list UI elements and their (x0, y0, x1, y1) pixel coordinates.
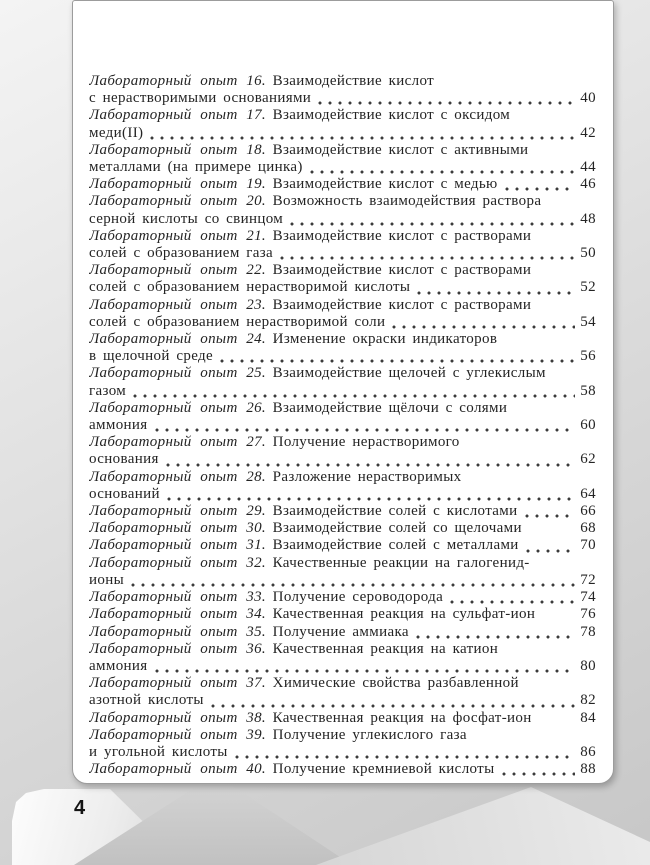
entry-line-2 (89, 572, 596, 589)
entry-line-1 (89, 142, 596, 159)
entry-label: Лабораторный опыт 30. (89, 520, 267, 537)
entry-line-1 (89, 555, 596, 572)
entry-label: Лабораторный опыт 40. (89, 761, 267, 778)
entry-line-2 (89, 245, 596, 262)
entry-line-2 (89, 692, 596, 709)
entry-title: Изменение окраски индикаторов (266, 331, 498, 348)
entry-title-continued: в щелочной среде (89, 348, 213, 365)
entry-label: Лабораторный опыт 28. (89, 468, 267, 485)
entry-title: Взаимодействие щёлочи с солями (266, 399, 508, 416)
entry-line-1 (89, 176, 596, 193)
entry-title: Взаимодействие кислот с оксидом (266, 107, 511, 124)
entry-title: Взаимодействие кислот с растворами (266, 262, 532, 279)
entry-title-continued: и угольной кислоты (89, 743, 228, 760)
entry-line-1 (89, 297, 596, 314)
toc-entry (89, 624, 596, 641)
entry-line-1 (89, 624, 596, 641)
entry-title (89, 537, 519, 554)
toc-entry (89, 555, 596, 589)
entry-line-2 (89, 383, 596, 400)
entry-label: Лабораторный опыт 25. (89, 365, 267, 382)
toc-entry (89, 503, 596, 520)
entry-line-1 (89, 727, 596, 744)
toc-entry (89, 727, 596, 761)
entry-page-number: 68 (580, 520, 596, 537)
entry-line-1 (89, 331, 596, 348)
entry-line-1 (89, 606, 596, 623)
entry-page-number: 40 (580, 90, 596, 107)
entry-title (89, 710, 532, 727)
toc-entry (89, 262, 596, 296)
entry-title-continued: солей с образованием нерастворимой соли (89, 313, 386, 330)
toc-entry (89, 73, 596, 107)
entry-title-continued: аммония (89, 657, 148, 674)
toc-entry (89, 193, 596, 227)
entry-page-number: 84 (580, 709, 596, 726)
entry-title: Разложение нерастворимых (266, 468, 462, 485)
entry-page-number: 52 (580, 279, 596, 296)
entry-line-1 (89, 400, 596, 417)
entry-title: Химические свойства разбавленной (266, 675, 519, 692)
entry-page-number: 58 (580, 382, 596, 399)
entry-label: Лабораторный опыт 32. (89, 554, 267, 571)
entry-title: Взаимодействие кислот с растворами (266, 296, 532, 313)
entry-title: Взаимодействие кислот с активными (266, 141, 529, 158)
entry-page-number: 44 (580, 159, 596, 176)
toc-card (72, 0, 614, 784)
entry-label: Лабораторный опыт 29. (89, 503, 267, 520)
entry-line-1 (89, 761, 596, 778)
entry-title-text: Получение кремниевой кислоты (266, 761, 495, 778)
entry-title-continued: аммония (89, 417, 148, 434)
toc-entry (89, 400, 596, 434)
entry-title-text: Взаимодействие солей с кислотами (266, 503, 518, 520)
toc-entry (89, 641, 596, 675)
entry-page-number: 74 (580, 589, 596, 606)
entry-label: Лабораторный опыт 16. (89, 73, 267, 89)
table-of-contents (89, 73, 596, 778)
entry-title-continued: газом (89, 382, 127, 399)
entry-title: Взаимодействие щелочей с углекислым (266, 365, 546, 382)
entry-title: Возможность взаимодействия раствора (266, 193, 542, 210)
toc-entry (89, 537, 596, 554)
entry-line-2 (89, 125, 596, 142)
entry-page-number: 78 (580, 623, 596, 640)
entry-line-1 (89, 710, 596, 727)
entry-line-1 (89, 589, 596, 606)
entry-line-1 (89, 193, 596, 210)
entry-label: Лабораторный опыт 34. (89, 606, 267, 623)
entry-title: Получение нерастворимого (266, 434, 460, 451)
entry-label: Лабораторный опыт 23. (89, 296, 267, 313)
entry-label: Лабораторный опыт 21. (89, 227, 267, 244)
entry-line-2 (89, 159, 596, 176)
entry-line-2 (89, 279, 596, 296)
entry-title (89, 606, 535, 623)
entry-page-number: 42 (580, 124, 596, 141)
entry-page-number: 72 (580, 571, 596, 588)
entry-title-continued: солей с образованием нерастворимой кислоты (89, 279, 411, 296)
entry-title (89, 176, 498, 193)
entry-label: Лабораторный опыт 27. (89, 434, 267, 451)
entry-title: Качественная реакция на катион (266, 640, 499, 657)
entry-page-number: 56 (580, 348, 596, 365)
entry-label: Лабораторный опыт 33. (89, 589, 267, 606)
entry-page-number: 60 (580, 417, 596, 434)
toc-entry (89, 107, 596, 141)
entry-line-1 (89, 73, 596, 90)
toc-entry (89, 469, 596, 503)
entry-title: Качественные реакции на галогенид- (266, 554, 530, 571)
toc-entry (89, 142, 596, 176)
entry-title-continued: основания (89, 451, 159, 468)
entry-title (89, 520, 522, 537)
entry-page-number: 48 (580, 210, 596, 227)
entry-title (89, 761, 495, 778)
entry-title-continued: азотной кислоты (89, 692, 204, 709)
entry-label: Лабораторный опыт 24. (89, 331, 267, 348)
entry-title-continued: с нерастворимыми основаниями (89, 90, 312, 107)
entry-page-number: 88 (580, 761, 596, 778)
entry-title-continued: солей с образованием газа (89, 245, 274, 262)
toc-entry (89, 297, 596, 331)
entry-title-continued: меди(II) (89, 124, 144, 141)
entry-page-number: 64 (580, 485, 596, 502)
entry-title-text: Получение аммиака (266, 623, 409, 640)
toc-entry (89, 365, 596, 399)
entry-line-2 (89, 451, 596, 468)
toc-entry (89, 176, 596, 193)
entry-title-continued: металлами (на примере цинка) (89, 159, 303, 176)
entry-page-number: 76 (580, 606, 596, 623)
entry-line-1 (89, 675, 596, 692)
entry-title-continued: серной кислоты со свинцом (89, 210, 284, 227)
entry-label: Лабораторный опыт 37. (89, 675, 267, 692)
entry-line-1 (89, 503, 596, 520)
entry-line-2 (89, 211, 596, 228)
entry-page-number: 50 (580, 245, 596, 262)
entry-label: Лабораторный опыт 17. (89, 107, 267, 124)
entry-line-1 (89, 365, 596, 382)
entry-label: Лабораторный опыт 35. (89, 623, 267, 640)
page-number: 4 (74, 797, 86, 819)
entry-title-text: Взаимодействие солей со щелочами (266, 520, 522, 537)
entry-line-1 (89, 228, 596, 245)
toc-entry (89, 710, 596, 727)
toc-entry (89, 675, 596, 709)
toc-entry (89, 228, 596, 262)
entry-title-continued: ионы (89, 571, 125, 588)
entry-title (89, 624, 409, 641)
entry-label: Лабораторный опыт 22. (89, 262, 267, 279)
entry-page-number: 54 (580, 313, 596, 330)
entry-title (89, 589, 443, 606)
entry-title (89, 503, 518, 520)
entry-label: Лабораторный опыт 18. (89, 141, 267, 158)
entry-label: Лабораторный опыт 38. (89, 709, 267, 726)
entry-label: Лабораторный опыт 19. (89, 176, 267, 193)
entry-title: Взаимодействие кислот (266, 73, 435, 89)
entry-title-text: Взаимодействие солей с металлами (266, 537, 519, 554)
entry-line-2 (89, 417, 596, 434)
entry-line-2 (89, 744, 596, 761)
entry-page-number: 66 (580, 503, 596, 520)
entry-page-number: 46 (580, 176, 596, 193)
entry-line-2 (89, 90, 596, 107)
entry-page-number: 62 (580, 451, 596, 468)
entry-line-1 (89, 520, 596, 537)
entry-line-1 (89, 262, 596, 279)
entry-line-1 (89, 107, 596, 124)
entry-page-number: 70 (580, 537, 596, 554)
entry-line-2 (89, 314, 596, 331)
entry-line-1 (89, 469, 596, 486)
entry-label: Лабораторный опыт 36. (89, 640, 267, 657)
entry-title: Получение углекислого газа (266, 726, 467, 743)
entry-title-continued: оснований (89, 485, 160, 502)
toc-entry (89, 589, 596, 606)
entry-page-number: 82 (580, 692, 596, 709)
entry-title-text: Получение сероводорода (266, 589, 444, 606)
entry-page-number: 86 (580, 743, 596, 760)
entry-label: Лабораторный опыт 20. (89, 193, 267, 210)
entry-line-1 (89, 641, 596, 658)
toc-entry (89, 331, 596, 365)
toc-entry (89, 520, 596, 537)
toc-entry (89, 606, 596, 623)
entry-page-number: 80 (580, 657, 596, 674)
entry-title-text: Качественная реакция на сульфат-ион (266, 606, 536, 623)
entry-label: Лабораторный опыт 39. (89, 726, 267, 743)
toc-entry (89, 434, 596, 468)
entry-line-2 (89, 348, 596, 365)
entry-title-text: Взаимодействие кислот с медью (266, 176, 498, 193)
entry-label: Лабораторный опыт 31. (89, 537, 267, 554)
entry-label: Лабораторный опыт 26. (89, 399, 267, 416)
entry-line-2 (89, 486, 596, 503)
entry-title: Взаимодействие кислот с растворами (266, 227, 532, 244)
toc-entry (89, 761, 596, 778)
entry-line-1 (89, 537, 596, 554)
entry-title-text: Качественная реакция на фосфат-ион (266, 709, 532, 726)
entry-line-2 (89, 658, 596, 675)
entry-line-1 (89, 434, 596, 451)
